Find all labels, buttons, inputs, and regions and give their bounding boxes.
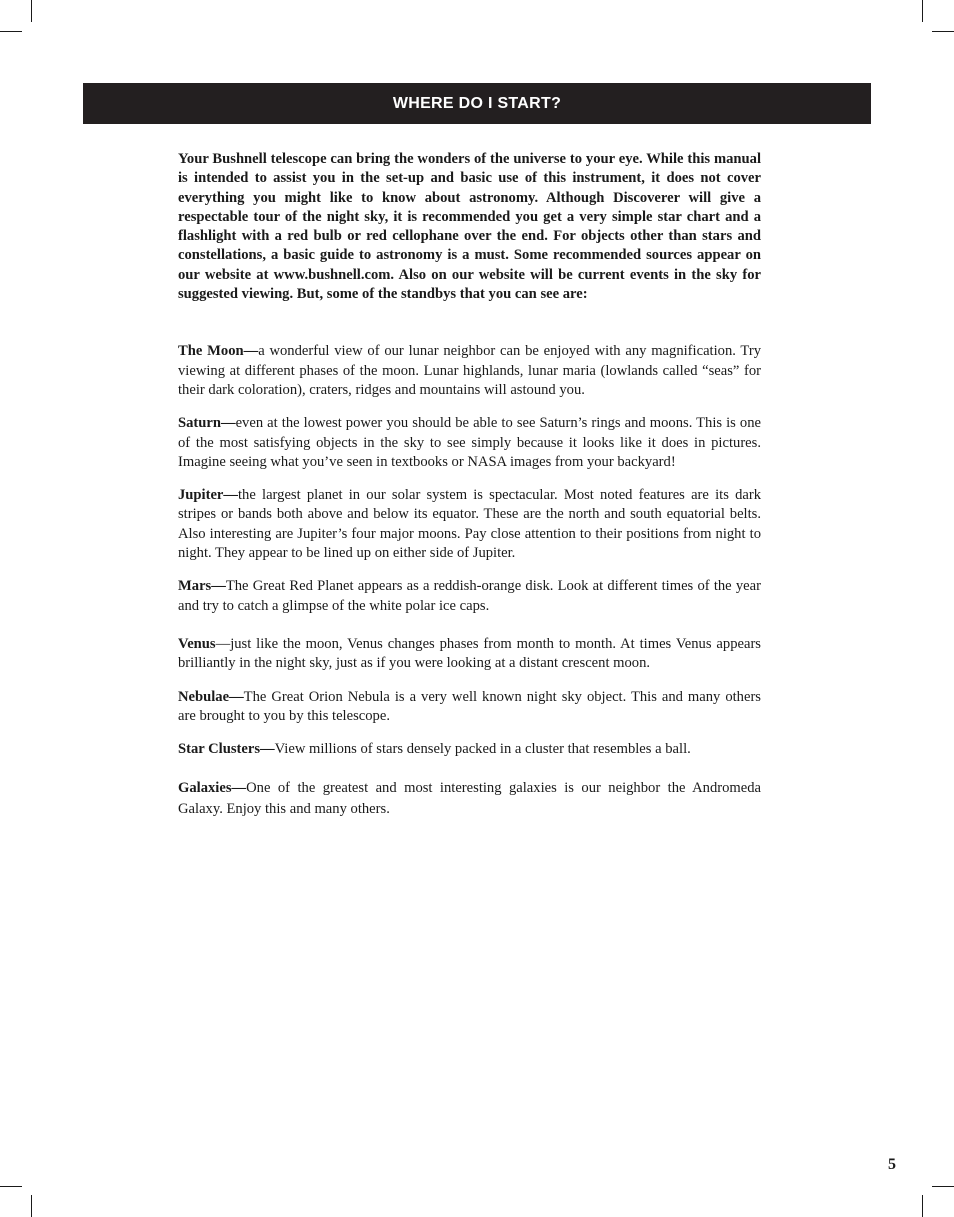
list-item-galaxies (178, 778, 761, 820)
list-item-nebulae (178, 688, 761, 727)
crop-mark-top-right-horizontal (932, 31, 954, 32)
section-header-bar (83, 83, 871, 124)
list-item-saturn (178, 414, 761, 472)
item-term: Saturn— (178, 415, 236, 432)
item-text: One of the greatest and most interesting galaxies is our neighbor the Andromeda Galaxy. Enjoy this and many others. (178, 780, 761, 818)
item-term: Nebulae— (178, 688, 244, 705)
crop-mark-top-left-horizontal (0, 31, 22, 32)
item-text: the largest planet in our solar system is spectacular. Most noted features are its dark stripes or bands both above and below its equator. These are the north and south equatorial belts. Also interesting are Jupiter’s four major moons. Pay close attention to their positions from night to night. They appear to be lined up on either side of Jupiter. (178, 487, 761, 562)
intro-paragraph: Your Bushnell telescope can bring the wonders of the universe to your eye. While this manual is intended to assist you in the set-up and basic use of this instrument, it does not cover everything you might like to know about astronomy. Although Discoverer will give a respectable tour of the night sky, it is recommended you get a very simple star chart and a flashlight with a red bulb or red cellophane over the end. For objects other than stars and constellations, a basic guide to astronomy is a must. Some recommended sources appear on our website at www.bushnell.com. Also on our website will be current events in the sky for suggested viewing. But, some of the standbys that you can see are: (178, 151, 761, 303)
list-item-jupiter (178, 486, 761, 563)
item-term: Mars— (178, 578, 226, 595)
list-item-venus (178, 635, 761, 674)
item-term: The Moon— (178, 343, 259, 360)
item-text: a wonderful view of our lunar neighbor can be enjoyed with any magnification. Try viewing at different phases of the moon. Lunar highlands, lunar maria (lowlands called “seas” for their dark coloration), craters, ridges and mountains will astound you. (178, 343, 761, 398)
item-term: Jupiter— (178, 487, 238, 504)
crop-mark-bottom-right-horizontal (932, 1186, 954, 1187)
main-content (178, 150, 761, 820)
crop-mark-top-right-vertical (922, 0, 923, 22)
section-title: WHERE DO I START? (392, 94, 562, 112)
list-item-mars (178, 577, 761, 616)
item-text: The Great Orion Nebula is a very well known night sky object. This and many others are brought to you by this telescope. (178, 688, 761, 724)
item-text: —just like the moon, Venus changes phases from month to month. At times Venus appears brilliantly in the night sky, just as if you were looking at a distant crescent moon. (178, 635, 761, 672)
crop-mark-bottom-left-vertical (31, 1195, 32, 1217)
item-text: even at the lowest power you should be able to see Saturn’s rings and moons. This is one of the most satisfying objects in the sky to see simply because it looks like it does in pictures. Imagine seeing what you’ve seen in textbooks or NASA images from your backyard! (178, 415, 761, 470)
item-text: The Great Red Planet appears as a reddish-orange disk. Look at different times of the year and try to catch a glimpse of the white polar ice caps. (178, 578, 761, 614)
page-number: 5 (888, 1156, 896, 1173)
crop-mark-top-left-vertical (31, 0, 32, 22)
list-item-moon (178, 342, 761, 400)
item-text: View millions of stars densely packed in a cluster that resembles a ball. (274, 741, 691, 758)
list-item-star-clusters (178, 740, 761, 759)
item-term: Galaxies— (178, 780, 247, 797)
crop-mark-bottom-left-horizontal (0, 1186, 22, 1187)
crop-mark-bottom-right-vertical (922, 1195, 923, 1217)
item-term: Star Clusters— (178, 741, 275, 758)
item-term: Venus (178, 635, 216, 652)
